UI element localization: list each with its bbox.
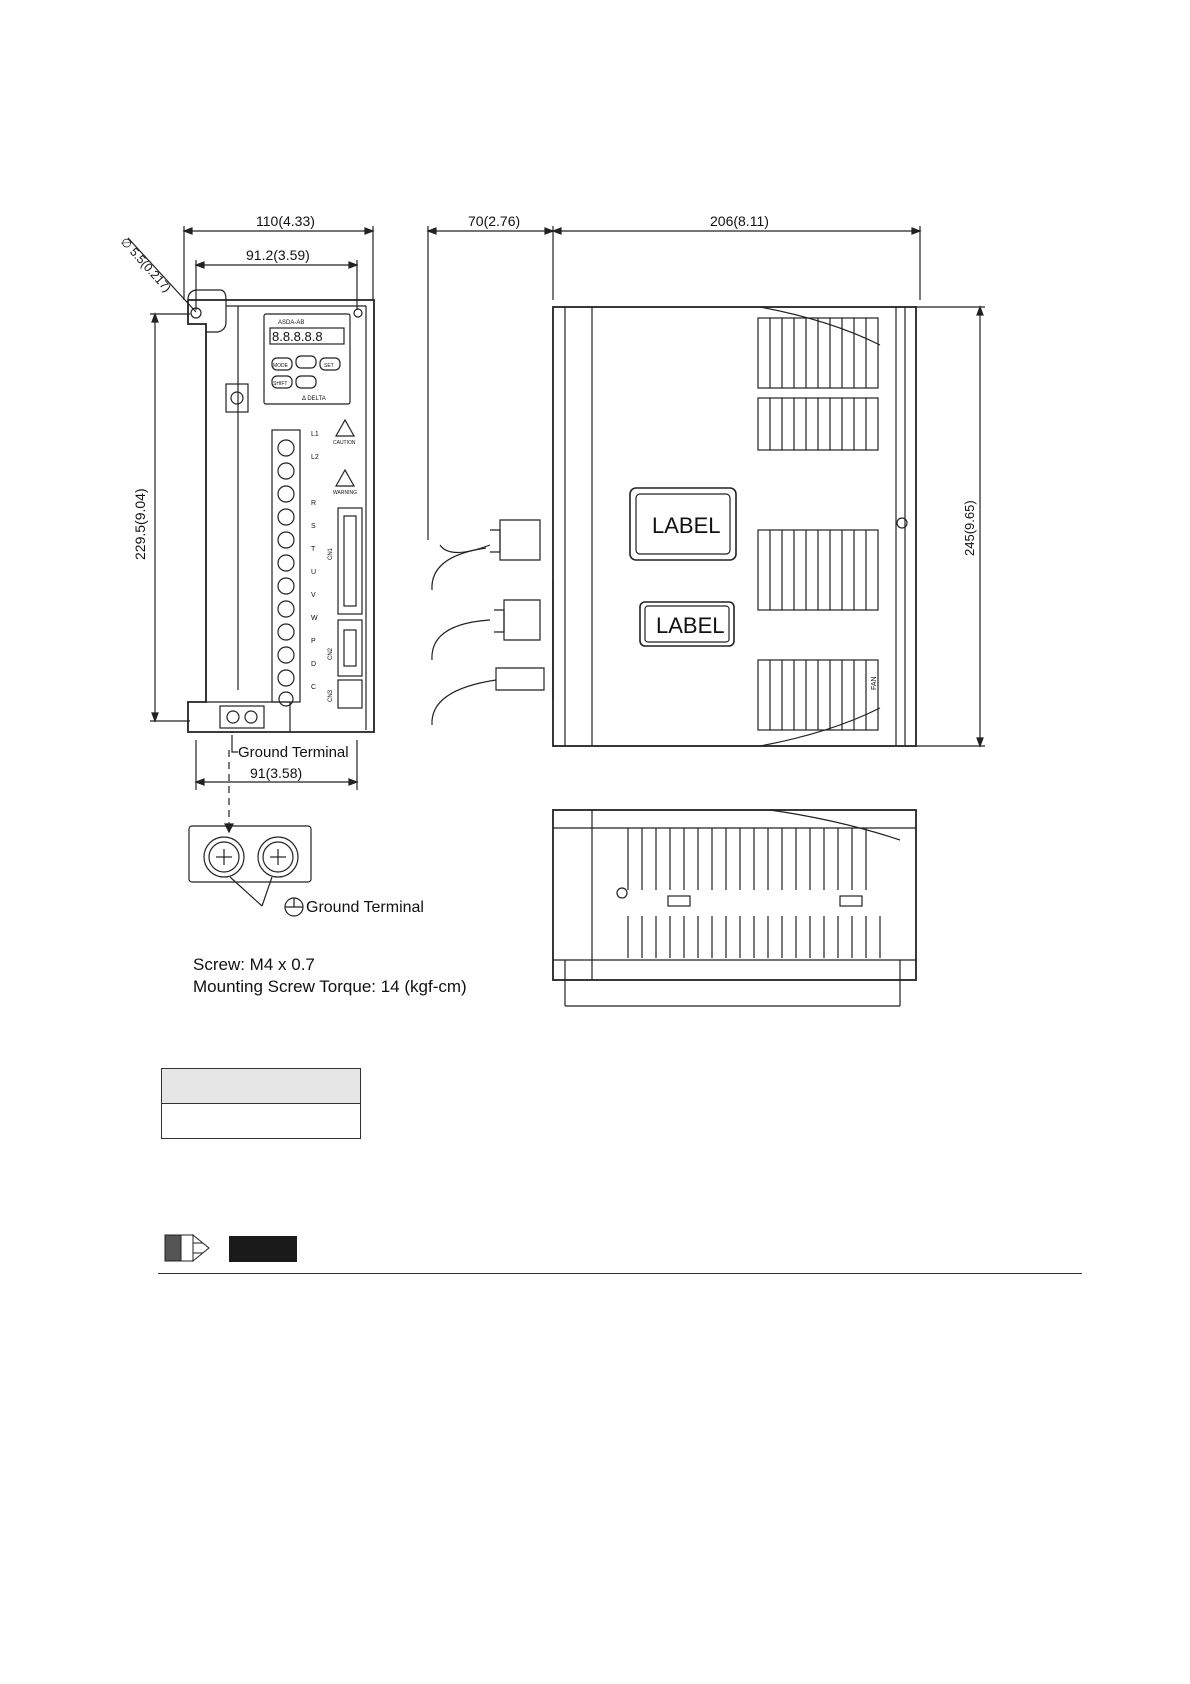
terminal-label: R — [311, 500, 317, 507]
bottom-dimension: 91(3.58) — [250, 765, 303, 781]
side-vents — [758, 318, 878, 730]
torque-spec: Mounting Screw Torque: 14 (kgf-cm) — [193, 977, 467, 996]
connector-cn2-label: CN2 — [328, 647, 334, 660]
table-row — [162, 1104, 360, 1138]
terminal-labels — [311, 431, 319, 691]
connector-cn3-label: CN3 — [328, 689, 334, 702]
table-header-row — [162, 1069, 360, 1104]
hole-pitch-dimension: 91.2(3.59) — [246, 247, 310, 263]
terminal-label: U — [311, 569, 317, 576]
terminal-label: L2 — [311, 454, 319, 461]
section-divider — [158, 1273, 1082, 1274]
note-header — [161, 1226, 301, 1266]
front-view — [128, 226, 374, 832]
cable-dimension: 70(2.76) — [468, 213, 521, 229]
bottom-view — [553, 810, 916, 1006]
key-mode-label: MODE — [273, 363, 288, 369]
hole-dimension: ∅ 5.5(0.217) — [117, 234, 175, 295]
key-shift-label: SHIFT — [273, 381, 288, 387]
terminal-label: C — [311, 684, 317, 691]
note-row — [161, 1226, 1081, 1266]
side-height-dimension: 245(9.65) — [962, 500, 977, 556]
detail-ground-label: Ground Terminal — [306, 899, 424, 916]
brand-text: Δ DELTA — [302, 396, 326, 402]
depth-dimension: 206(8.11) — [710, 213, 769, 229]
fan-text: FAN — [871, 676, 878, 690]
terminal-label: S — [311, 523, 316, 530]
label-box-1: LABEL — [652, 513, 721, 538]
display-digits: 8.8.8.8.8 — [272, 329, 323, 344]
side-view — [428, 226, 985, 746]
terminal-label: W — [311, 615, 318, 622]
terminal-label: L1 — [311, 431, 319, 438]
caution-text: CAUTION — [333, 440, 356, 446]
ground-detail — [189, 826, 311, 916]
ground-terminal-label: Ground Terminal — [238, 744, 349, 761]
terminal-label: T — [311, 546, 316, 553]
height-dimension: 229.5(9.04) — [132, 488, 148, 560]
label-box-2: LABEL — [656, 613, 725, 638]
note-badge — [229, 1236, 297, 1262]
terminal-screws — [278, 440, 294, 706]
screw-spec: Screw: M4 x 0.7 — [193, 955, 315, 974]
pencil-icon — [165, 1235, 209, 1261]
terminal-label: D — [311, 661, 317, 668]
empty-table — [161, 1068, 361, 1139]
connector-cn1-label: CN1 — [328, 547, 334, 560]
terminal-label: V — [311, 592, 316, 599]
width-dimension: 110(4.33) — [256, 213, 315, 229]
terminal-label: P — [311, 638, 316, 645]
panel-model-text: ASDA-AB — [278, 320, 305, 326]
warning-text: WARNING — [333, 490, 357, 496]
key-set-label: SET — [324, 363, 334, 369]
